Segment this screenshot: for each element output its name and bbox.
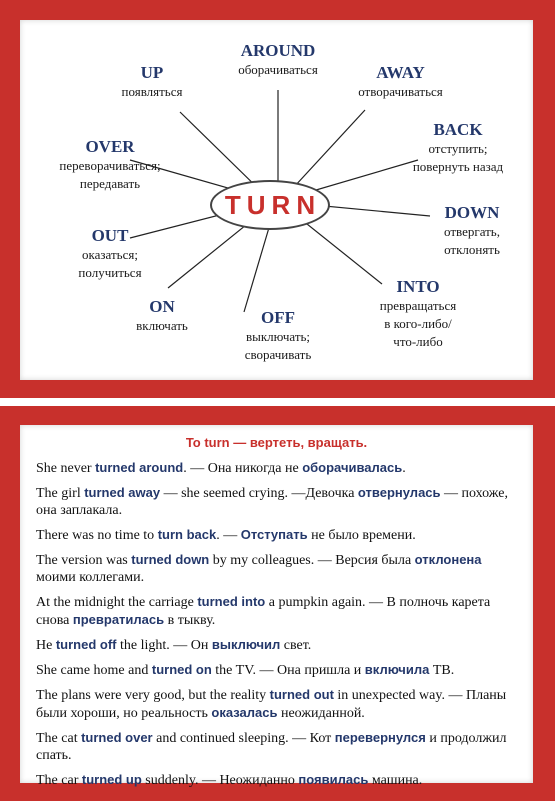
node-up-translation-1: появляться bbox=[121, 84, 183, 99]
node-on bbox=[122, 297, 202, 335]
example-sentence bbox=[36, 729, 518, 764]
example-highlight: turned into bbox=[197, 594, 266, 609]
example-text: не было времени. bbox=[307, 528, 416, 543]
example-highlight: turned down bbox=[131, 552, 210, 567]
node-away-translation-1: отворачиваться bbox=[358, 84, 443, 99]
example-highlight: turned around bbox=[95, 460, 184, 475]
example-highlight: превратилась bbox=[72, 612, 165, 627]
example-highlight: turned out bbox=[269, 687, 334, 702]
example-highlight: turned away bbox=[84, 485, 161, 500]
node-around-word: AROUND bbox=[240, 41, 316, 60]
node-up-word: UP bbox=[140, 63, 164, 82]
example-highlight: turned over bbox=[81, 730, 153, 745]
examples-card bbox=[0, 406, 555, 801]
node-out-translation-1: оказаться; bbox=[82, 247, 138, 262]
node-around bbox=[218, 41, 338, 79]
example-text: свет. bbox=[280, 638, 312, 653]
center-oval bbox=[210, 180, 330, 230]
example-text: моими коллегами. bbox=[36, 570, 145, 585]
node-into-word: INTO bbox=[396, 277, 440, 296]
diagram-card bbox=[0, 0, 555, 398]
example-highlight: отвернулась bbox=[357, 485, 441, 500]
example-sentence bbox=[36, 636, 518, 654]
example-text: a pumpkin again. — В полночь карета снова bbox=[36, 595, 491, 628]
example-sentence bbox=[36, 686, 518, 722]
example-text: and continued sleeping. — Кот bbox=[152, 731, 335, 746]
example-text: The plans were very good, but the reality bbox=[36, 688, 270, 703]
example-text: The car bbox=[36, 773, 82, 788]
node-over-word: OVER bbox=[85, 137, 135, 156]
example-sentence bbox=[36, 771, 518, 789]
node-into bbox=[358, 277, 478, 351]
example-text: The version was bbox=[36, 553, 132, 568]
example-highlight: появилась bbox=[298, 772, 369, 787]
example-highlight: оборачивалась bbox=[302, 460, 403, 475]
example-text: suddenly. — Неожиданно bbox=[141, 773, 299, 788]
node-over-translation-2: передавать bbox=[79, 176, 141, 191]
example-text: The girl bbox=[36, 486, 85, 501]
examples-sheet bbox=[20, 425, 533, 788]
example-text: in unexpected way. — Планы были хороши, но реальность bbox=[36, 688, 507, 721]
example-text: The cat bbox=[36, 731, 82, 746]
examples-list bbox=[36, 459, 518, 796]
node-down bbox=[422, 203, 522, 259]
example-text: the TV. — Она пришла и bbox=[211, 663, 365, 678]
example-text: . bbox=[402, 461, 406, 476]
example-text: — похоже, она заплакала. bbox=[36, 486, 508, 518]
example-text: the light. — Он bbox=[116, 638, 212, 653]
example-text: There was no time to bbox=[36, 528, 158, 543]
example-text: by my colleagues. — Версия была bbox=[209, 553, 415, 568]
node-on-word: ON bbox=[149, 297, 175, 316]
example-highlight: выключил bbox=[211, 637, 281, 652]
examples-title: To turn — вертеть, вращать. bbox=[185, 435, 368, 450]
example-text: в тыкву. bbox=[164, 613, 216, 628]
example-text: . — bbox=[216, 528, 241, 543]
node-on-translation-1: включать bbox=[136, 318, 188, 333]
node-away-word: AWAY bbox=[376, 63, 425, 82]
node-out-word: OUT bbox=[91, 226, 129, 245]
example-text: машина. bbox=[368, 773, 423, 788]
center-word: TURN bbox=[224, 189, 322, 220]
example-text: ТВ. bbox=[429, 663, 455, 678]
example-text: и продолжил спать. bbox=[36, 731, 507, 763]
example-sentence bbox=[36, 526, 518, 544]
node-back-word: BACK bbox=[433, 120, 483, 139]
example-highlight: turned up bbox=[81, 772, 142, 787]
example-highlight: отклонена bbox=[414, 552, 482, 567]
node-down-translation-2: отклонять bbox=[444, 242, 500, 257]
node-back-translation-1: отступить; bbox=[428, 141, 488, 156]
node-around-translation-1: оборачиваться bbox=[238, 62, 318, 77]
node-into-translation-2: в кого-либо/ bbox=[384, 316, 452, 331]
example-sentence bbox=[36, 484, 518, 519]
example-highlight: turned on bbox=[151, 662, 212, 677]
node-down-translation-1: отвергать, bbox=[444, 224, 500, 239]
example-text: He bbox=[36, 638, 56, 653]
node-into-translation-1: превращаться bbox=[379, 298, 457, 313]
node-into-translation-3: что-либо bbox=[393, 334, 443, 349]
example-text: She came home and bbox=[36, 663, 152, 678]
example-highlight: turn back bbox=[157, 527, 217, 542]
example-sentence bbox=[36, 551, 518, 586]
node-off-translation-2: сворачивать bbox=[244, 347, 312, 362]
example-sentence bbox=[36, 593, 518, 629]
example-highlight: Отступать bbox=[240, 527, 308, 542]
node-away bbox=[338, 63, 463, 101]
node-back-translation-2: повернуть назад bbox=[412, 159, 504, 174]
example-text: неожиданной. bbox=[277, 706, 365, 721]
example-sentence bbox=[36, 661, 518, 679]
node-off-word: OFF bbox=[261, 308, 295, 327]
example-text: She never bbox=[36, 461, 96, 476]
example-highlight: turned off bbox=[55, 637, 117, 652]
node-off bbox=[228, 308, 328, 364]
example-text: — she seemed crying. —Девочка bbox=[160, 486, 358, 501]
node-out bbox=[60, 226, 160, 282]
node-down-word: DOWN bbox=[444, 203, 500, 222]
example-text: . — Она никогда не bbox=[183, 461, 303, 476]
node-up bbox=[102, 63, 202, 101]
node-over-translation-1: переворачиваться; bbox=[59, 158, 161, 173]
example-highlight: перевернулся bbox=[334, 730, 426, 745]
example-sentence bbox=[36, 459, 518, 477]
diagram-sheet bbox=[20, 20, 533, 380]
example-text: At the midnight the carriage bbox=[36, 595, 198, 610]
node-off-translation-1: выключать; bbox=[245, 329, 311, 344]
example-highlight: оказалась bbox=[211, 705, 278, 720]
node-out-translation-2: получиться bbox=[78, 265, 142, 280]
example-highlight: включила bbox=[364, 662, 430, 677]
node-over bbox=[30, 137, 190, 193]
node-back bbox=[390, 120, 526, 176]
